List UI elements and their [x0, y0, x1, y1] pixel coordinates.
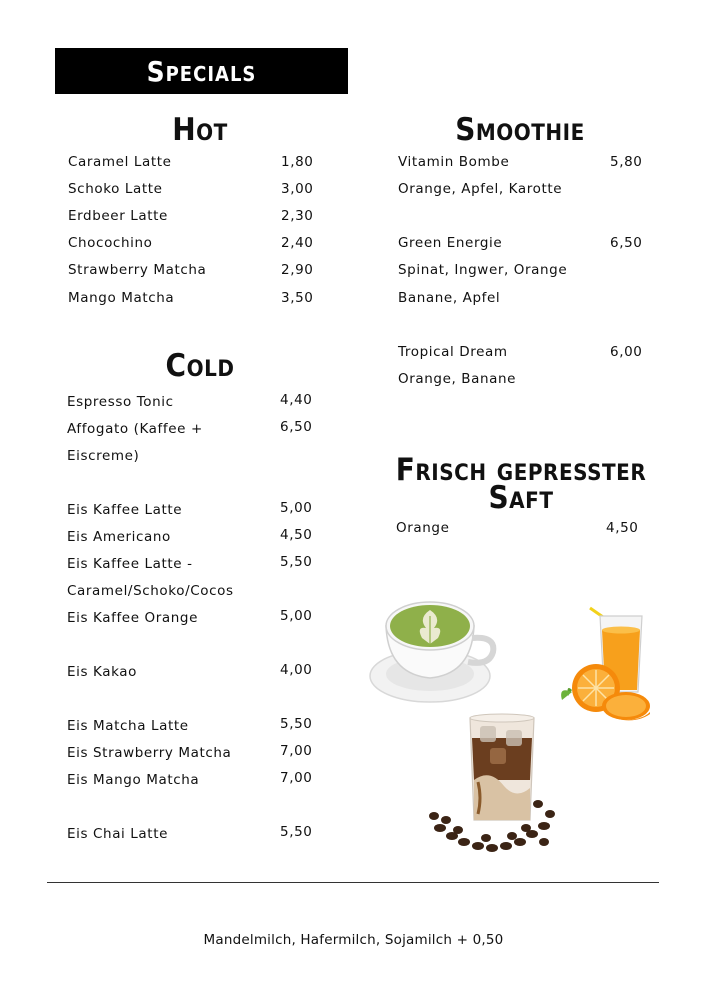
menu-item-name: Eis Chai Latte: [67, 826, 168, 842]
menu-item-price: 7,00: [280, 743, 313, 759]
footer-divider: [47, 882, 659, 883]
menu-item-description: Banane, Apfel: [398, 290, 501, 306]
smoothie-heading: Smoothie: [455, 110, 585, 148]
hot-heading: Hot: [172, 110, 228, 148]
menu-item-description: Orange, Banane: [398, 371, 517, 387]
matcha-latte-image: [368, 596, 498, 708]
menu-item-name: Espresso Tonic: [67, 394, 174, 410]
menu-item-name: Schoko Latte: [68, 181, 163, 197]
iced-coffee-image: [420, 708, 570, 858]
menu-item-price: 7,00: [280, 770, 313, 786]
menu-item-name: Eis Strawberry Matcha: [67, 745, 232, 761]
menu-item-price: 6,50: [280, 419, 313, 435]
menu-item-name: Orange: [396, 520, 450, 536]
menu-item-price: 4,50: [280, 527, 313, 543]
menu-item-price: 5,80: [610, 154, 643, 170]
menu-item-name: Mango Matcha: [68, 290, 175, 306]
menu-item-name: Eis Kaffee Orange: [67, 610, 198, 626]
menu-item-name: Affogato (Kaffee +: [67, 421, 203, 437]
menu-item-price: 4,50: [606, 520, 639, 536]
menu-item-price: 6,50: [610, 235, 643, 251]
banner-title: Specials: [146, 55, 257, 88]
menu-item-name: Eis Kakao: [67, 664, 138, 680]
orange-juice-image: [556, 600, 656, 728]
menu-item-price: 2,30: [281, 208, 314, 224]
menu-item-description: Spinat, Ingwer, Orange: [398, 262, 568, 278]
menu-item-price: 1,80: [281, 154, 314, 170]
menu-item-name: Vitamin Bombe: [398, 154, 510, 170]
menu-item-price: 6,00: [610, 344, 643, 360]
saft-heading-line1: Frisch gepresster: [395, 450, 647, 488]
menu-item-name: Strawberry Matcha: [68, 262, 207, 278]
milk-options-note: Mandelmilch, Hafermilch, Sojamilch + 0,50: [203, 932, 504, 948]
menu-item-name: Eis Kaffee Latte: [67, 502, 183, 518]
saft-heading-line2: Saft: [488, 478, 554, 516]
menu-item-price: 2,90: [281, 262, 314, 278]
menu-item-price: 2,40: [281, 235, 314, 251]
menu-item-name: Eis Mango Matcha: [67, 772, 200, 788]
menu-item-name: Eis Kaffee Latte -: [67, 556, 193, 572]
menu-item-name: Eis Matcha Latte: [67, 718, 189, 734]
menu-item-price: 3,00: [281, 181, 314, 197]
cold-heading: Cold: [165, 346, 235, 384]
menu-item-price: 3,50: [281, 290, 314, 306]
menu-item-name: Caramel/Schoko/Cocos: [67, 583, 234, 599]
menu-item-price: 5,00: [280, 608, 313, 624]
menu-item-price: 5,00: [280, 500, 313, 516]
menu-item-name: Eiscreme): [67, 448, 140, 464]
menu-item-description: Orange, Apfel, Karotte: [398, 181, 563, 197]
menu-item-name: Chocochino: [68, 235, 153, 251]
specials-banner: [55, 48, 348, 94]
menu-item-price: 5,50: [280, 824, 313, 840]
menu-item-price: 5,50: [280, 716, 313, 732]
menu-item-price: 4,00: [280, 662, 313, 678]
menu-item-name: Green Energie: [398, 235, 503, 251]
menu-item-name: Eis Americano: [67, 529, 171, 545]
menu-item-price: 5,50: [280, 554, 313, 570]
menu-item-name: Erdbeer Latte: [68, 208, 168, 224]
menu-item-name: Tropical Dream: [398, 344, 508, 360]
menu-item-price: 4,40: [280, 392, 313, 408]
menu-item-name: Caramel Latte: [68, 154, 172, 170]
